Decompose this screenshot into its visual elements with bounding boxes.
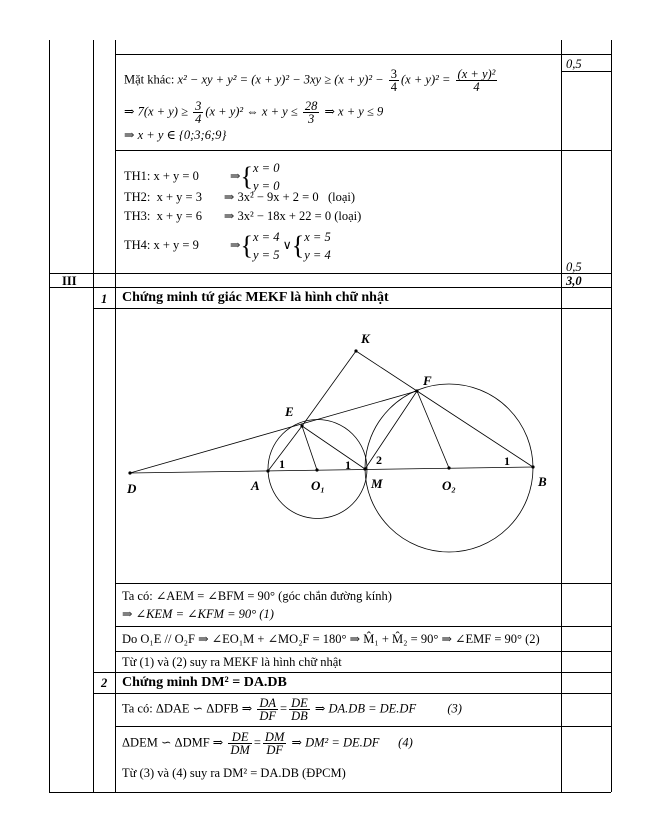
- proof-line: Do O₁E // O₂F ⇒ ∠EO₁M + ∠MO₂F = 180° ⇒ M̂₁ + M̂₂ = 90° ⇒ ∠EMF = 90° (2): [122, 632, 540, 646]
- point-e: [300, 424, 303, 427]
- proof-line: ⇒ ∠KEM = ∠KFM = 90° (1): [122, 607, 274, 621]
- case-4: TH4: x + y = 9 ⇒{ x = 4 y = 5 ∨{ x = 5 y = 4: [124, 230, 331, 262]
- point-b: [531, 465, 534, 468]
- label-o1: O₁: [311, 478, 325, 493]
- section-score: 3,0: [566, 274, 582, 288]
- part-number: 1: [101, 292, 108, 306]
- row-line: [115, 726, 611, 727]
- col-number-border: [93, 40, 94, 792]
- segment-ke: [302, 351, 356, 426]
- point-m: [363, 467, 366, 470]
- angle-label-m2: 2: [376, 453, 382, 467]
- part-title: Chứng minh DM² = DA.DB: [122, 675, 287, 690]
- point-f: [415, 389, 418, 392]
- segment-em: [302, 426, 365, 469]
- row-line: [115, 651, 611, 652]
- segment-fb: [417, 391, 533, 467]
- case-1: TH1: x + y = 0 ⇒{ x = 0 y = 0: [124, 161, 280, 193]
- row-line: [115, 150, 611, 151]
- mat-khac-line: Mặt khác: x² − xy + y² = (x + y)² − 3xy ≥ (x + y)² − $\frac{3}{4}$ (x + y)² = $\frac{\text{(x + y)²}}{4}$: [124, 67, 496, 94]
- implication-set-line: ⇒ x + y ∈ {0;3;6;9}: [124, 128, 227, 142]
- section-number: III: [62, 274, 77, 288]
- label-a: A: [251, 478, 260, 493]
- table-left-border: [49, 40, 50, 792]
- part-title: Chứng minh tứ giác MEKF là hình chữ nhật: [122, 290, 389, 305]
- table-bottom-border: [49, 792, 611, 793]
- label-k: K: [361, 331, 370, 346]
- row-line: [115, 583, 611, 584]
- label-b: B: [538, 474, 547, 489]
- point-o2: [447, 466, 450, 469]
- angle-label-a1: 1: [279, 457, 285, 471]
- angle-label-m1: 1: [345, 458, 351, 472]
- proof-line: Ta có: ΔDAE ∽ ΔDFB ⇒ $\frac{DA}{DF}$ = $\frac{DE}{DB}$ ⇒ DA.DB = DE.DF (3): [122, 696, 462, 723]
- implication-line: ⇒ 7(x + y) ≥ $\frac{3}{4}$ (x + y)² ⇔ x + y ≤ $\frac{28}{3}$ ⇒ x + y ≤ 9: [124, 99, 384, 126]
- row-line: [93, 672, 611, 673]
- case-3: TH3: x + y = 6 ⇒ 3x² − 18x + 22 = 0 (loại): [124, 209, 362, 223]
- score-cell: 0,5: [566, 260, 582, 274]
- score-cell: 0,5: [566, 57, 582, 71]
- line-dk-tangent: [130, 391, 417, 473]
- proof-line: ΔDEM ∽ ΔDMF ⇒ $\frac{DE}{DM}$ = $\frac{DM}{DF}$ ⇒ DM² = DE.DF (4): [122, 730, 413, 757]
- part-number: 2: [101, 676, 108, 690]
- label-o2: O₂: [442, 478, 456, 493]
- col-score-left: [561, 40, 562, 792]
- geometry-diagram: [115, 308, 561, 583]
- label-e: E: [285, 404, 294, 419]
- row-line: [49, 287, 611, 288]
- proof-conclusion: Từ (3) và (4) suy ra DM² = DA.DB (ĐPCM): [122, 766, 346, 780]
- line-db: [130, 467, 533, 473]
- segment-eo1: [302, 426, 317, 470]
- proof-line: Ta có: ∠AEM = ∠BFM = 90° (góc chắn đường kính): [122, 589, 392, 603]
- row-line: [49, 273, 611, 274]
- row-line: [115, 54, 611, 55]
- row-line: [93, 693, 611, 694]
- case-2: TH2: x + y = 3 ⇒ 3x² − 9x + 2 = 0 (loại): [124, 190, 356, 204]
- proof-conclusion: Từ (1) và (2) suy ra MEKF là hình chữ nhật: [122, 655, 342, 669]
- angle-label-b1: 1: [504, 454, 510, 468]
- segment-ae: [268, 426, 302, 471]
- label-m: M: [371, 476, 383, 491]
- point-k: [354, 349, 357, 352]
- table-right-border: [611, 40, 612, 792]
- row-line: [115, 626, 611, 627]
- segment-mf: [365, 391, 417, 469]
- label-f: F: [423, 373, 432, 388]
- segment-kf: [356, 351, 417, 391]
- segment-fo2: [417, 391, 449, 468]
- point-o1: [315, 468, 318, 471]
- label-d: D: [127, 481, 137, 496]
- point-d: [128, 471, 131, 474]
- point-a: [266, 469, 269, 472]
